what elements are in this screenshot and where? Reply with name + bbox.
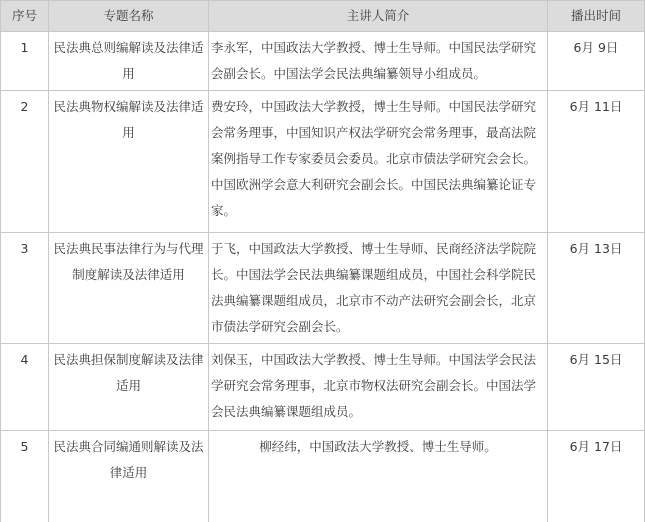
broadcast-date: 6月 15日	[548, 344, 645, 431]
broadcast-date: 6月 13日	[548, 233, 645, 344]
table-row	[1, 32, 645, 91]
table-row	[1, 233, 645, 344]
speaker-bio: 费安玲，中国政法大学教授，博士生导师。中国民法学研究会常务理事，中国知识产权法学研究会常务理事，最高法院案例指导工作专家委员会委员。北京市债法学研究会会长。中国欧洲学会意大利研究会副会长。中国民法典编纂论证专家。	[209, 91, 548, 233]
row-number: 5	[1, 431, 49, 522]
row-number: 1	[1, 32, 49, 91]
table-header-row	[1, 1, 645, 32]
topic-name: 民法典民事法律行为与代理制度解读及法律适用	[49, 233, 209, 344]
header-no: 序号	[1, 1, 49, 32]
table-row	[1, 431, 645, 522]
row-number: 4	[1, 344, 49, 431]
broadcast-date: 6月 9日	[548, 32, 645, 91]
row-number: 3	[1, 233, 49, 344]
table-row	[1, 344, 645, 431]
broadcast-date: 6月 17日	[548, 431, 645, 522]
speaker-bio: 李永军，中国政法大学教授、博士生导师。中国民法学研究会副会长。中国法学会民法典编纂领导小组成员。	[209, 32, 548, 91]
speaker-bio: 刘保玉，中国政法大学教授、博士生导师。中国法学会民法学研究会常务理事，北京市物权法研究会副会长。中国法学会民法典编纂课题组成员。	[209, 344, 548, 431]
header-speaker: 主讲人简介	[209, 1, 548, 32]
speaker-bio: 柳经纬，中国政法大学教授、博士生导师。	[209, 431, 548, 522]
topic-name: 民法典合同编通则解读及法律适用	[49, 431, 209, 522]
topic-name: 民法典总则编解读及法律适用	[49, 32, 209, 91]
table-row	[1, 91, 645, 233]
row-number: 2	[1, 91, 49, 233]
header-topic: 专题名称	[49, 1, 209, 32]
header-date: 播出时间	[548, 1, 645, 32]
topic-name: 民法典物权编解读及法律适用	[49, 91, 209, 233]
broadcast-date: 6月 11日	[548, 91, 645, 233]
speaker-bio: 于飞，中国政法大学教授、博士生导师、民商经济法学院院长。中国法学会民法典编纂课题组成员，中国社会科学院民法典编纂课题组成员，北京市不动产法研究会副会长，北京市债法学研究会副会长。	[209, 233, 548, 344]
topic-name: 民法典担保制度解读及法律适用	[49, 344, 209, 431]
